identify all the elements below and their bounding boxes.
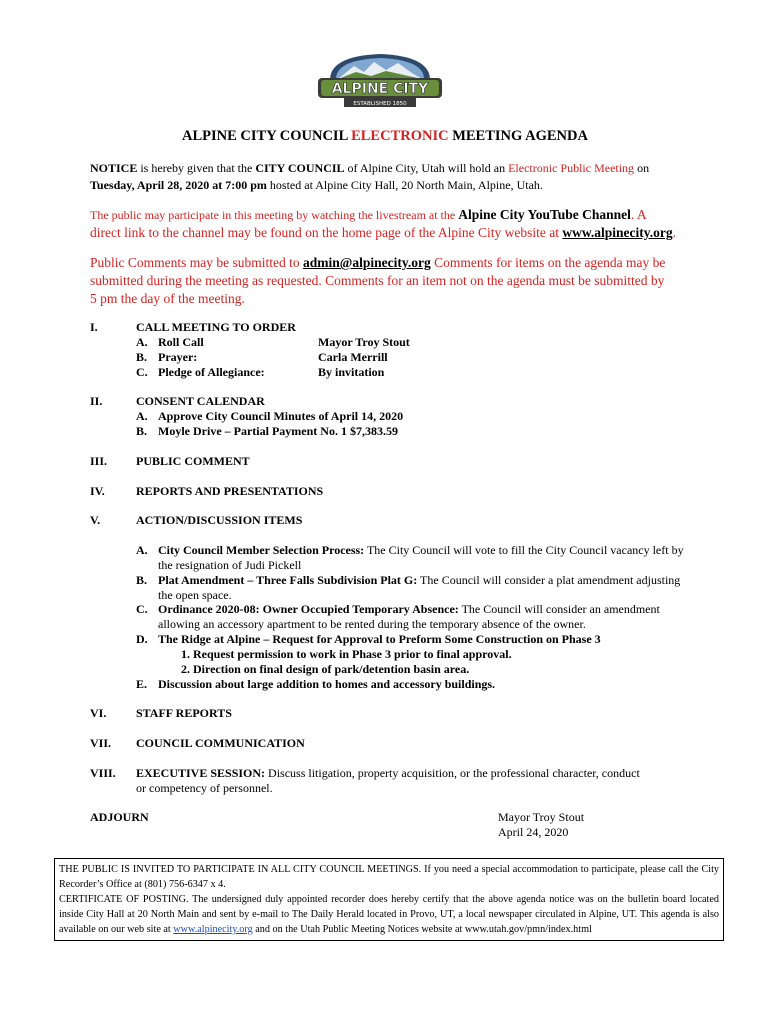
section-3-title: PUBLIC COMMENT [136, 454, 250, 468]
livestream-line-2: direct link to the channel may be found on the home page of the Alpine City website at www.alpinecity.org. [90, 225, 676, 240]
comments-line-2: submitted during the meeting as requested. Comments for an item not on the agenda must be submitted by [90, 273, 665, 288]
section-4-title: REPORTS AND PRESENTATIONS [136, 484, 324, 498]
footer-accommodation: THE PUBLIC IS INVITED TO PARTICIPATE IN ALL CITY COUNCIL MEETINGS. If you need a special accommodation to participate, please call the City Recorder’s Office at (801) 756-6347 x 4. [59, 864, 719, 890]
notice-line-1: NOTICE is hereby given that the CITY COUNCIL of Alpine City, Utah will hold an Electronic Public Meeting on [90, 161, 650, 175]
roll-call-item: A. Roll Call [136, 335, 204, 349]
section-1-title: CALL MEETING TO ORDER [136, 320, 296, 334]
footer-notice-box [54, 858, 724, 941]
action-item-c: C. Ordinance 2020-08: Owner Occupied Temporary Absence: The Council will consider an amendment allowing an accessory apartment to be rented during the temporary absence of the owner. [136, 602, 660, 631]
section-7-title: COUNCIL COMMUNICATION [136, 736, 305, 750]
consent-item-a: A. Approve City Council Minutes of April 14, 2020 [136, 409, 404, 423]
section-8-number: VIII. [90, 766, 116, 780]
section-6-number: VI. [90, 706, 107, 720]
action-item-b: B. Plat Amendment – Three Falls Subdivision Plat G: The Council will consider a plat amendment adjusting the open space. [136, 573, 681, 602]
section-2-number: II. [90, 394, 103, 408]
comments-line-3: 5 pm the day of the meeting. [90, 291, 245, 306]
executive-session-line-2: or competency of personnel. [136, 781, 273, 795]
action-item-d: D. The Ridge at Alpine – Request for Approval to Preform Some Construction on Phase 3 [136, 632, 601, 646]
section-5-title: ACTION/DISCUSSION ITEMS [136, 513, 303, 527]
section-2-title: CONSENT CALENDAR [136, 394, 265, 408]
consent-item-b: B. Moyle Drive – Partial Payment No. 1 $7,383.59 [136, 424, 398, 438]
executive-session: EXECUTIVE SESSION: Discuss litigation, property acquisition, or the professional character, conduct [136, 766, 640, 780]
admin-email-link[interactable]: admin@alpinecity.org [303, 255, 431, 270]
comments-line-1: Public Comments may be submitted to admin@alpinecity.org Comments for items on the agenda may be [90, 255, 666, 270]
action-item-d-sub-1: 1. Request permission to work in Phase 3 prior to final approval. [181, 647, 512, 661]
action-item-d-sub-2: 2. Direction on final design of park/detention basin area. [181, 662, 470, 676]
footer-certificate: CERTIFICATE OF POSTING. The undersigned duly appointed recorder does hereby certify that the above agenda notice was on the bulletin board located inside City Hall at 20 North Main and sent by e-mail to The Daily Herald located in Provo, UT, a local newspaper circulated in Alpine, UT. This agenda is also available on our web site at www.alpinecity.org and on the Utah Public Meeting Notices website at www.utah.gov/pmn/index.html [59, 894, 719, 935]
adjourn-date: April 24, 2020 [498, 825, 569, 839]
pledge-value: By invitation [318, 365, 385, 379]
alpine-city-logo [316, 50, 444, 110]
action-item-a: A. City Council Member Selection Process: The City Council will vote to fill the City Council vacancy left by the resignation of Judi Pickell [136, 543, 684, 572]
footer-website-link[interactable]: www.alpinecity.org [173, 924, 253, 935]
section-1-number: I. [90, 320, 98, 334]
livestream-line-1: The public may participate in this meeting by watching the livestream at the Alpine City YouTube Channel. A [90, 207, 647, 222]
section-5-number: V. [90, 513, 101, 527]
section-3-number: III. [90, 454, 108, 468]
roll-call-value: Mayor Troy Stout [318, 335, 410, 349]
logo-established: ESTABLISHED 1850 [353, 101, 407, 107]
page-title: ALPINE CITY COUNCIL ELECTRONIC MEETING AGENDA [182, 128, 588, 144]
section-4-number: IV. [90, 484, 105, 498]
notice-line-2: Tuesday, April 28, 2020 at 7:00 pm hosted at Alpine City Hall, 20 North Main, Alpine, Utah. [90, 178, 543, 192]
action-item-e: E. Discussion about large addition to homes and accessory buildings. [136, 677, 496, 691]
section-7-number: VII. [90, 736, 112, 750]
prayer-item: B. Prayer: [136, 350, 198, 364]
adjourn-label: ADJOURN [90, 810, 149, 824]
adjourn-signer: Mayor Troy Stout [498, 810, 585, 824]
section-6-title: STAFF REPORTS [136, 706, 232, 720]
website-link[interactable]: www.alpinecity.org [562, 225, 673, 240]
logo-text: ALPINE CITY [331, 81, 429, 97]
pledge-item: C. Pledge of Allegiance: [136, 365, 265, 379]
prayer-value: Carla Merrill [318, 350, 388, 364]
